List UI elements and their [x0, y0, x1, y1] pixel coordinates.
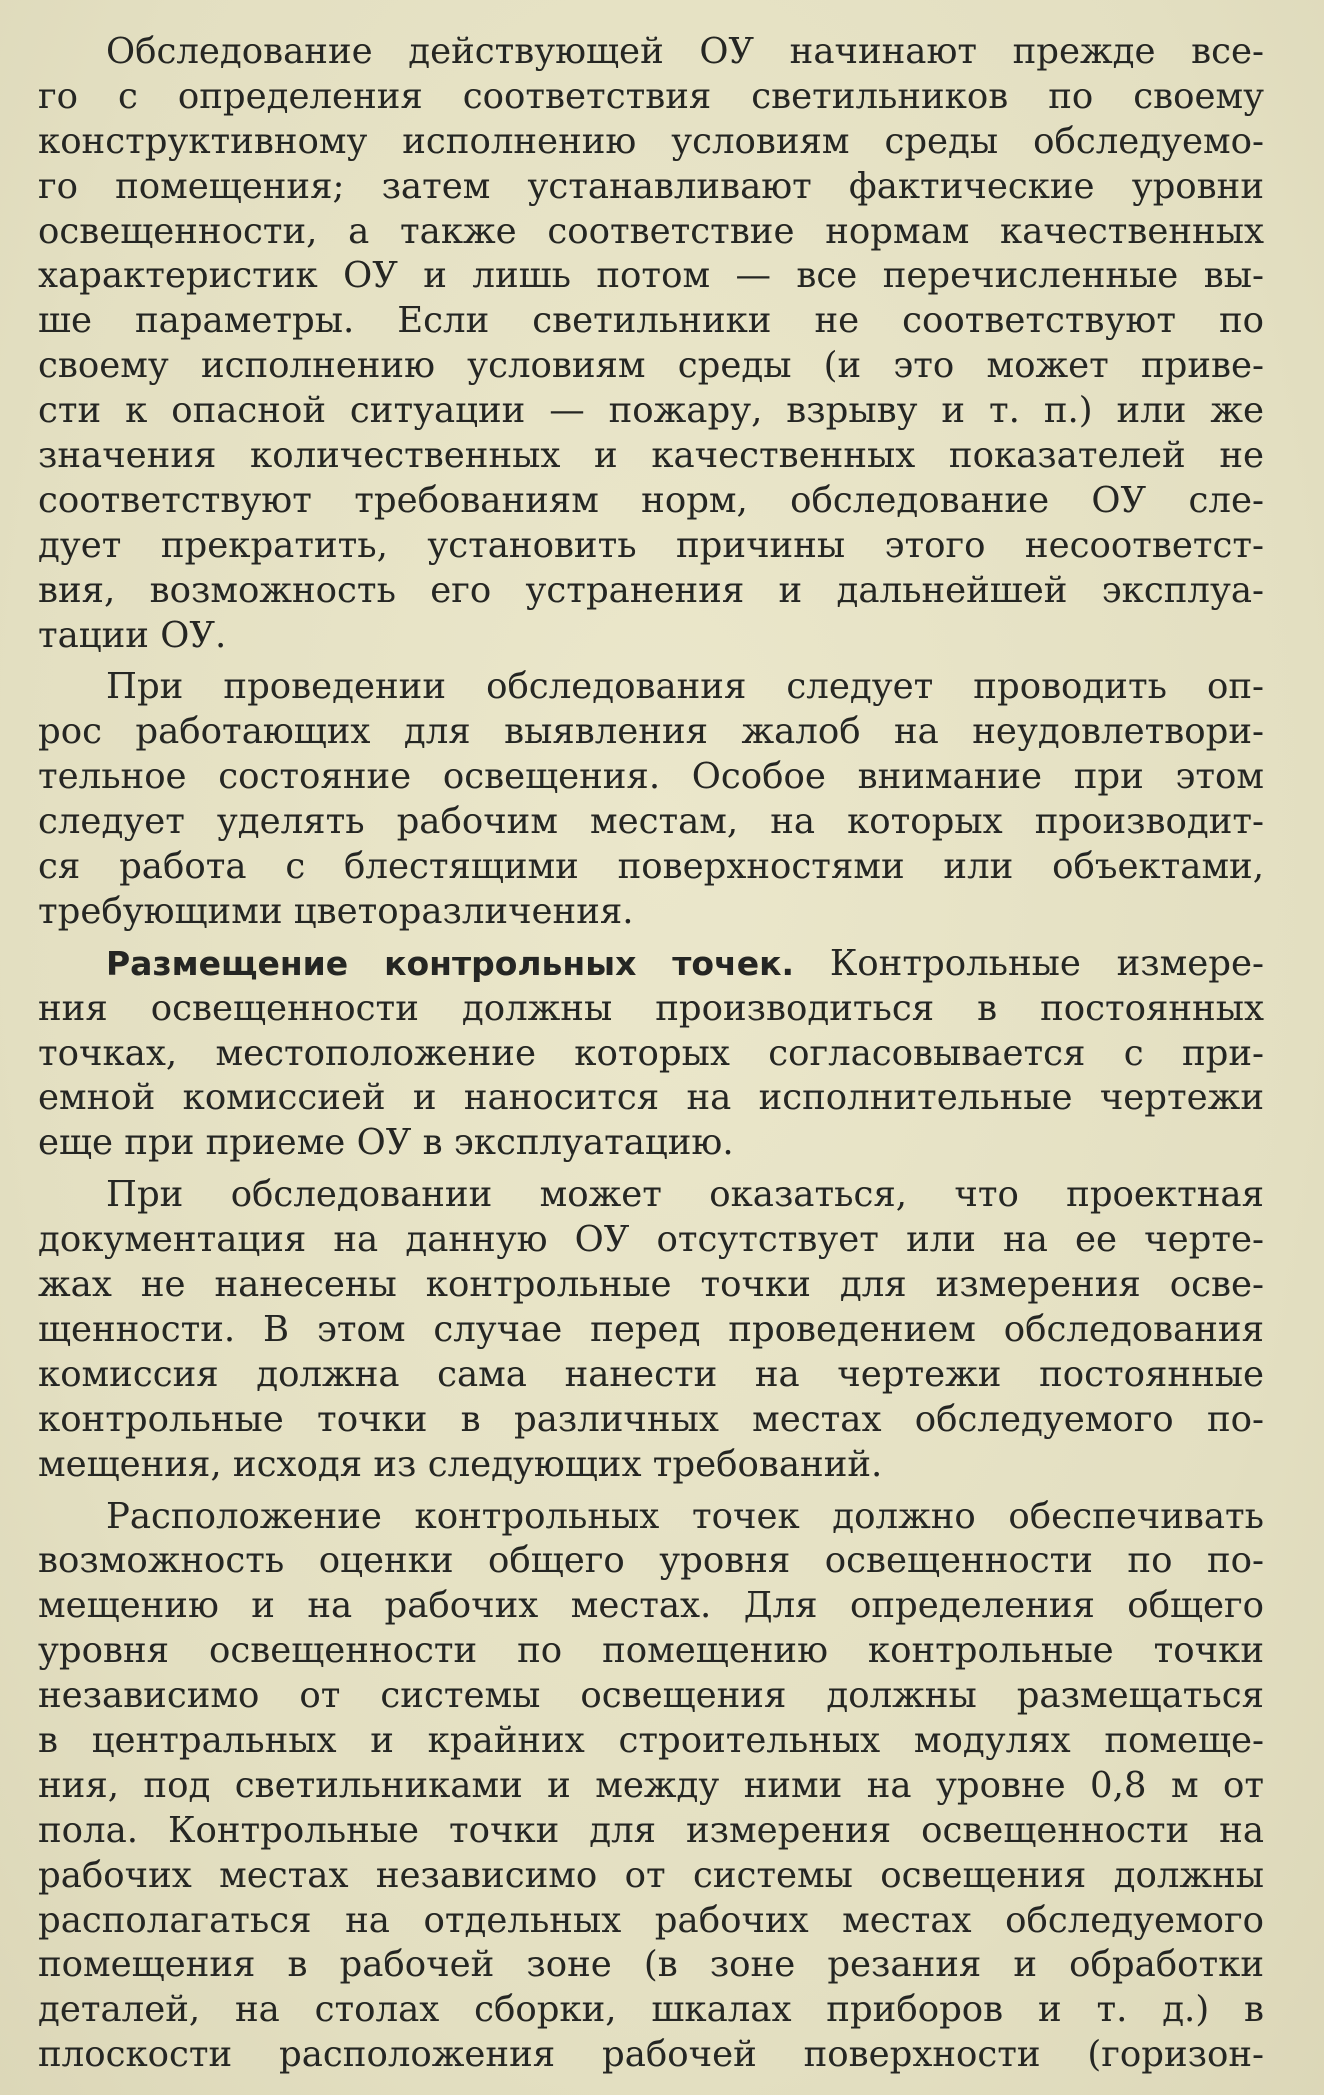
line-text: своему исполнению условиям среды (и это может приве-	[38, 345, 1264, 387]
text-line	[38, 800, 1264, 845]
line-text: мещению и на рабочих местах. Для определения общего	[38, 1585, 1264, 1627]
text-line	[38, 524, 1264, 569]
line-text: документация на данную ОУ отсутствует или на ее черте-	[38, 1219, 1264, 1261]
line-text: контрольные точки в различных местах обследуемого по-	[38, 1398, 1264, 1440]
line-text: Расположение контрольных точек должно обеспечивать	[106, 1495, 1264, 1537]
paragraph	[38, 30, 1264, 658]
text-line	[38, 254, 1264, 299]
text-line	[38, 1854, 1264, 1899]
line-text: помещения в рабочей зоне (в зоне резания и обработки	[38, 1944, 1264, 1986]
line-text: тельное состояние освещения. Особое внимание при этом	[38, 756, 1264, 798]
section-heading: Размещение контрольных точек.	[106, 943, 795, 983]
text-line	[38, 665, 1264, 710]
text-line	[38, 389, 1264, 434]
text-line	[38, 1121, 1264, 1166]
text-line	[38, 120, 1264, 165]
line-text: мещения, исходя из следующих требований.	[38, 1443, 883, 1485]
text-line	[38, 30, 1264, 75]
text-line	[38, 210, 1264, 255]
line-text: го помещения; затем устанавливают фактические уровни	[38, 165, 1264, 207]
text-line	[38, 1988, 1264, 2033]
line-text: рабочих местах независимо от системы освещения должны	[38, 1854, 1264, 1896]
text-line	[38, 165, 1264, 210]
paragraph	[38, 942, 1264, 1166]
text-line	[38, 845, 1264, 890]
text-line	[38, 1353, 1264, 1398]
text-line	[38, 1539, 1264, 1584]
text-line	[38, 75, 1264, 120]
text-line	[38, 1218, 1264, 1263]
text-line	[38, 755, 1264, 800]
line-text: емной комиссией и наносится на исполнительные чертежи	[38, 1077, 1264, 1119]
text-line	[38, 1584, 1264, 1629]
line-text: конструктивному исполнению условиям среды обследуемо-	[38, 120, 1264, 162]
text-line	[38, 1809, 1264, 1854]
text-line	[38, 942, 1264, 987]
paragraph	[38, 1173, 1264, 1487]
line-text: При обследовании может оказаться, что проектная	[106, 1174, 1264, 1216]
text-line	[38, 614, 1264, 659]
line-text: в центральных и крайних строительных модулях помеще-	[38, 1719, 1264, 1761]
line-text: сти к опасной ситуации — пожару, взрыву и т. п.) или же	[38, 390, 1264, 432]
text-line	[38, 1764, 1264, 1809]
line-text: возможность оценки общего уровня освещенности по по-	[38, 1540, 1264, 1582]
text-line	[38, 1032, 1264, 1077]
line-text: точках, местоположение которых согласовывается с при-	[38, 1032, 1264, 1074]
line-text: соответствуют требованиям норм, обследование ОУ сле-	[38, 479, 1264, 521]
document-page	[38, 30, 1264, 2078]
line-text: тации ОУ.	[38, 614, 227, 656]
text-line	[38, 2033, 1264, 2078]
line-text: вия, возможность его устранения и дальнейшей эксплуа-	[38, 569, 1264, 611]
line-text: комиссия должна сама нанести на чертежи постоянные	[38, 1353, 1264, 1395]
text-line	[38, 479, 1264, 524]
text-line	[38, 1308, 1264, 1353]
text-line	[38, 1899, 1264, 1944]
paragraph	[38, 665, 1264, 934]
line-text: Обследование действующей ОУ начинают прежде все-	[106, 31, 1264, 72]
line-text: ния, под светильниками и между ними на уровне 0,8 м от	[38, 1764, 1264, 1806]
line-text: го с определения соответствия светильников по своему	[38, 75, 1264, 117]
text-line	[38, 1943, 1264, 1988]
line-text: щенности. В этом случае перед проведением обследования	[38, 1308, 1264, 1350]
text-line	[38, 987, 1264, 1032]
text-line	[38, 1495, 1264, 1540]
line-text: жах не нанесены контрольные точки для измерения осве-	[38, 1264, 1264, 1306]
paragraph	[38, 1495, 1264, 2079]
text-line	[38, 434, 1264, 479]
line-text: дует прекратить, установить причины этого несоответст-	[38, 524, 1264, 566]
line-text: ния освещенности должны производиться в постоянных	[38, 987, 1264, 1029]
line-text: пола. Контрольные точки для измерения освещенности на	[38, 1809, 1264, 1851]
line-text: значения количественных и качественных показателей не	[38, 435, 1264, 477]
line-text: плоскости расположения рабочей поверхности (горизон-	[38, 2034, 1264, 2076]
line-text: располагаться на отдельных рабочих местах обследуемого	[38, 1899, 1264, 1941]
line-text: При проведении обследования следует проводить оп-	[106, 666, 1264, 708]
text-line	[38, 344, 1264, 389]
text-line	[38, 1398, 1264, 1443]
line-text: деталей, на столах сборки, шкалах приборов и т. д.) в	[38, 1989, 1264, 2031]
line-text: требующими цветоразличения.	[38, 890, 634, 932]
line-text: ся работа с блестящими поверхностями или объектами,	[38, 846, 1264, 888]
line-text: еще при приеме ОУ в эксплуатацию.	[38, 1122, 734, 1164]
line-text: рос работающих для выявления жалоб на неудовлетвори-	[38, 711, 1264, 753]
line-text: характеристик ОУ и лишь потом — все перечисленные вы-	[38, 255, 1264, 297]
line-text: уровня освещенности по помещению контрольные точки	[38, 1630, 1264, 1672]
text-line	[38, 710, 1264, 755]
text-line	[38, 890, 1264, 935]
text-line	[38, 1629, 1264, 1674]
line-text: освещенности, а также соответствие нормам качественных	[38, 210, 1264, 252]
text-line	[38, 1719, 1264, 1764]
text-line	[38, 1173, 1264, 1218]
text-line	[38, 1076, 1264, 1121]
text-line	[38, 1674, 1264, 1719]
line-text: ше параметры. Если светильники не соответствуют по	[38, 300, 1264, 342]
text-line	[38, 569, 1264, 614]
text-line	[38, 1263, 1264, 1308]
line-text: следует уделять рабочим местам, на которых производит-	[38, 801, 1264, 843]
line-text: Контрольные измере-	[794, 942, 1264, 984]
text-line	[38, 299, 1264, 344]
line-text: независимо от системы освещения должны размещаться	[38, 1675, 1264, 1717]
text-line	[38, 1443, 1264, 1488]
